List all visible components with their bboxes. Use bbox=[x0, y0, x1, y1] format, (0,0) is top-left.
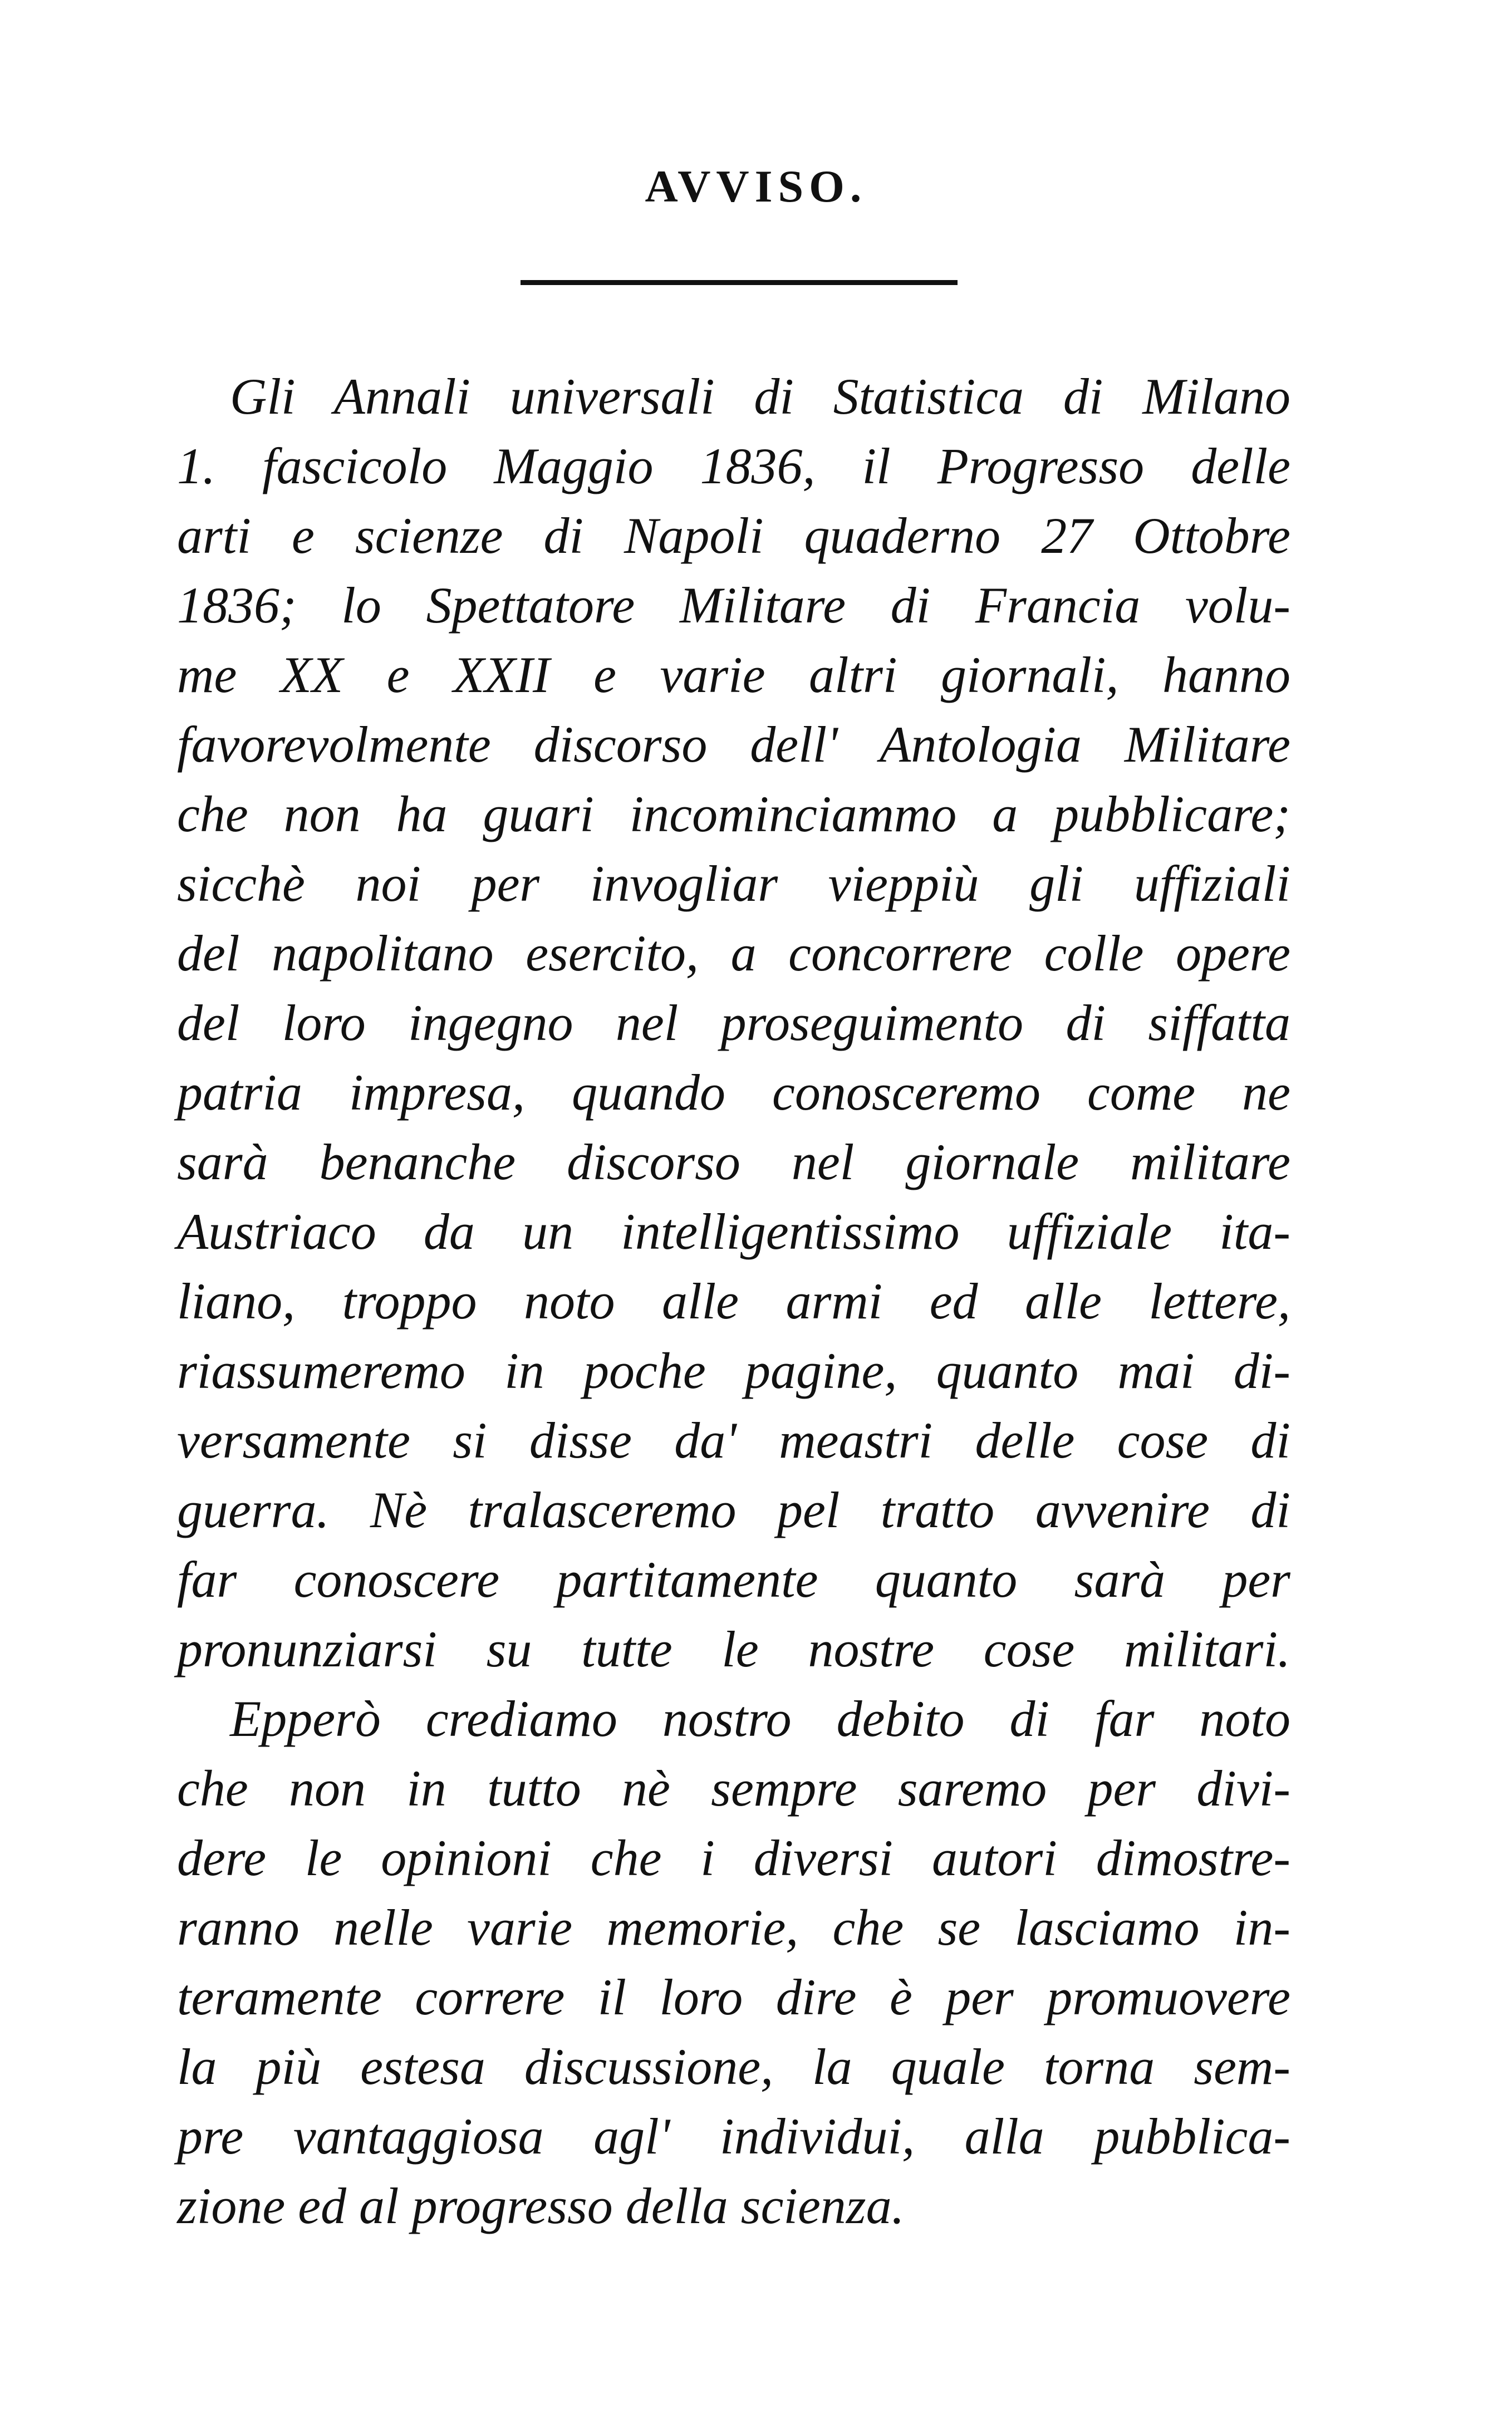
text-line: dere le opinioni che i diversi autori dimostre- bbox=[177, 1829, 1290, 1886]
text-line: zione ed al progresso della scienza. bbox=[177, 2177, 905, 2234]
text-line: versamente si disse da' meastri delle cose di bbox=[177, 1412, 1290, 1469]
text-line: pre vantaggiosa agl' individui, alla pubblica- bbox=[177, 2108, 1290, 2165]
text-line: patria impresa, quando conosceremo come ne bbox=[177, 1064, 1290, 1121]
text-line: 1836; lo Spettatore Militare di Francia volu- bbox=[177, 577, 1290, 634]
text-line: arti e scienze di Napoli quaderno 27 Ottobre bbox=[177, 507, 1290, 564]
text-line: guerra. Nè tralasceremo pel tratto avvenire di bbox=[177, 1482, 1290, 1538]
text-line: 1. fascicolo Maggio 1836, il Progresso delle bbox=[177, 438, 1290, 494]
text-line: sicchè noi per invogliar vieppiù gli uffiziali bbox=[177, 855, 1290, 912]
text-line: pronunziarsi su tutte le nostre cose militari. bbox=[177, 1621, 1290, 1677]
text-line: che non in tutto nè sempre saremo per divi- bbox=[177, 1760, 1290, 1817]
text-line: liano, troppo noto alle armi ed alle lettere, bbox=[177, 1273, 1290, 1330]
text-line: teramente correre il loro dire è per promuovere bbox=[177, 1969, 1290, 2025]
text-line: del loro ingegno nel proseguimento di siffatta bbox=[177, 994, 1290, 1051]
notice-title: AVVISO. bbox=[645, 161, 867, 212]
title-divider bbox=[521, 280, 958, 285]
text-line: me XX e XXII e varie altri giornali, hanno bbox=[177, 646, 1290, 703]
text-line: far conoscere partitamente quanto sarà per bbox=[177, 1551, 1290, 1608]
text-line: del napolitano esercito, a concorrere colle opere bbox=[177, 925, 1290, 982]
text-line: sarà benanche discorso nel giornale militare bbox=[177, 1134, 1290, 1190]
notice-body bbox=[177, 362, 1290, 2241]
text-line: ranno nelle varie memorie, che se lasciamo in- bbox=[177, 1899, 1290, 1956]
text-line: riassumeremo in poche pagine, quanto mai di- bbox=[177, 1342, 1290, 1399]
text-line: la più estesa discussione, la quale torna sem- bbox=[177, 2038, 1290, 2095]
text-line: favorevolmente discorso dell' Antologia Militare bbox=[177, 716, 1290, 773]
text-line: Gli Annali universali di Statistica di Milano bbox=[230, 368, 1290, 425]
text-line: Epperò crediamo nostro debito di far noto bbox=[230, 1690, 1290, 1747]
text-line: Austriaco da un intelligentissimo uffiziale ita- bbox=[177, 1203, 1290, 1260]
text-line: che non ha guari incominciammo a pubblicare; bbox=[177, 786, 1290, 842]
